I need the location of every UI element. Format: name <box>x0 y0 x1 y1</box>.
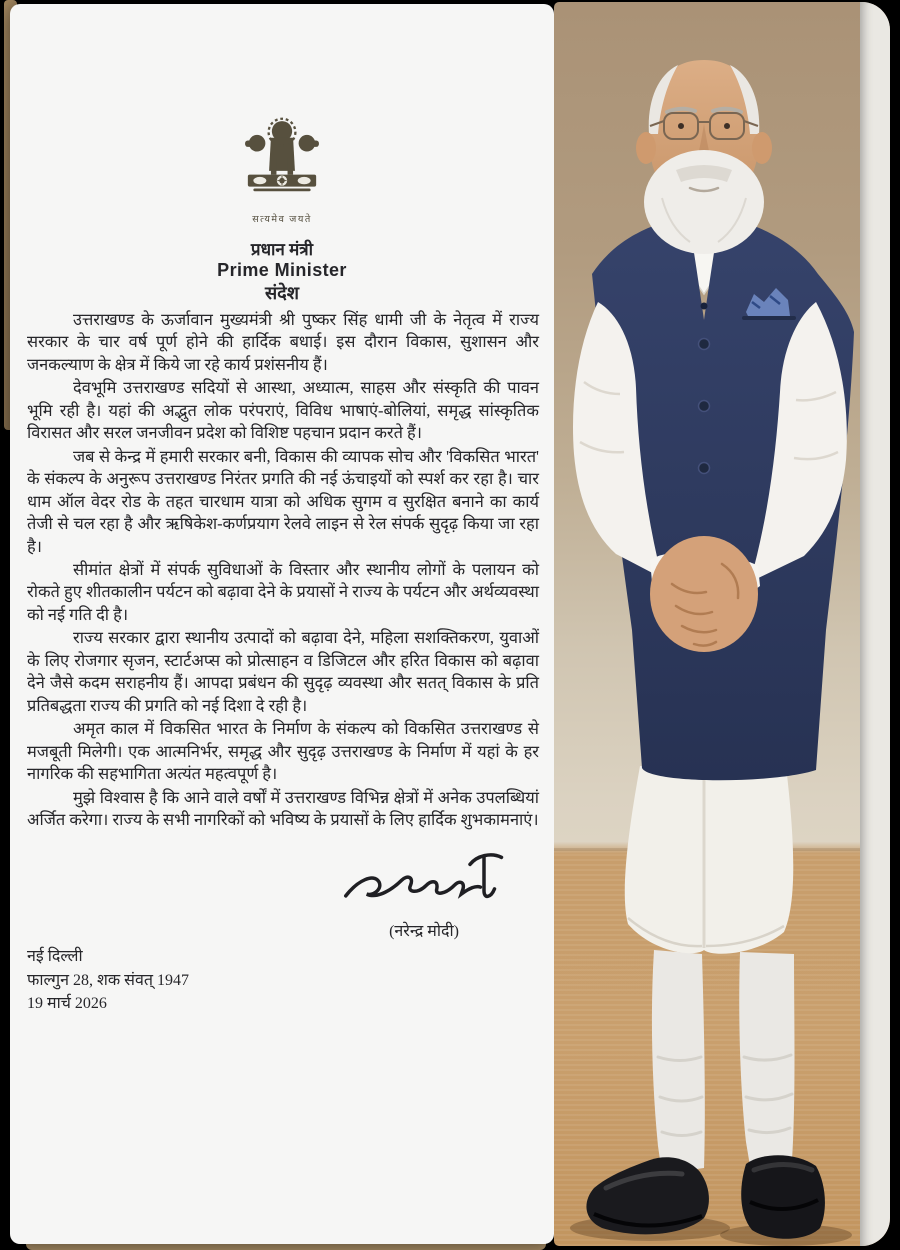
letter-paragraph: सीमांत क्षेत्रों में संपर्क सुविधाओं के विस्तार और स्थानीय लोगों के पलायन को रोकते हुए शीतकालीन पर्यटन को बढ़ावा देने के प्रयासों ने राज्य के पर्यटन और अर्थव्यवस्था को नई गति दी है। <box>27 559 539 624</box>
ear <box>636 132 656 164</box>
place: नई दिल्ली <box>27 948 83 965</box>
letter-paragraph: उत्तराखण्ड के ऊर्जावान मुख्यमंत्री श्री पुष्कर सिंह धामी जी के नेतृत्व में राज्य सरकार के चार वर्ष पूर्ण होने की हार्दिक बधाई। इस दौरान विकास, सुशासन और जनकल्याण के क्षेत्र में किये जा रहे कार्य प्रशंसनीय हैं। <box>27 310 539 374</box>
clasped-hands <box>650 536 758 652</box>
signature-scrawl <box>337 850 512 912</box>
churidar-legs <box>652 950 795 1174</box>
letter-paragraph: मुझे विश्वास है कि आने वाले वर्षों में उत्तराखण्ड विभिन्न क्षेत्रों में अनेक उपलब्धियां अर्जित करेगा। राज्य के सभी नागरिकों को भविष्य के प्रयासों के लिए हार्दिक शुभकामनाएं। <box>27 787 539 829</box>
eye <box>724 123 730 129</box>
head <box>636 60 772 254</box>
letter-paragraph: देवभूमि उत्तराखण्ड सदियों से आस्था, अध्यात्म, साहस और संस्कृति की पावन भूमि रही है। यहां की अद्भुत लोक परंपराएं, विविध भाषाएं-बोलियां, समृद्ध सांस्कृतिक विरासत और सरल जनजीवन प्रदेश को विशिष्ट पहचान प्रदान करते हैं। <box>27 378 539 443</box>
emblem-motto: सत्यमेव जयते <box>252 215 312 225</box>
place-date-block <box>27 945 189 1016</box>
kurta-skirt <box>625 766 793 954</box>
ear <box>752 132 772 164</box>
letterhead-title-hindi: प्रधान मंत्री <box>250 240 314 259</box>
letterhead-title-english: Prime Minister <box>217 260 347 280</box>
letter-paragraph: जब से केन्द्र में हमारी सरकार बनी, विकास की व्यापक सोच और 'विकसित भारत' के संकल्प के अनुरूप उत्तराखण्ड निरंतर प्रगति की नई ऊंचाइयों को स्पर्श कर रहा है। चार धाम ऑल वेदर रोड के तहत चारधाम यात्रा को अधिक सुगम व सुरक्षित बनाने का कार्य तेजी से चल रहा है और ऋषिकेश-कर्णप्रयाग रेलवे लाइन से रेल संपर्क सुदृढ़ किया जा रहा है। <box>27 446 539 556</box>
eye <box>678 123 684 129</box>
vest-pocket <box>742 316 796 320</box>
letter-body <box>27 309 539 832</box>
saka-date: फाल्गुन 28, शक संवत् 1947 <box>27 971 190 989</box>
pm-letter <box>10 4 554 1244</box>
letter-paragraph: अमृत काल में विकसित भारत के निर्माण के संकल्प को विकसित उत्तराखण्ड से मजबूती मिलेगी। एक आत्मनिर्भर, समृद्ध और सुदृढ़ उत्तराखण्ड के निर्माण में यहां के हर नागरिक की सहभागिता अत्यंत महत्वपूर्ण है। <box>27 719 539 784</box>
letter-paragraph: राज्य सरकार द्वारा स्थानीय उत्पादों को बढ़ावा देने, महिला सशक्तिकरण, युवाओं के लिए रोजगार सृजन, स्टार्टअप्स को प्रोत्साहन व डिजिटल और हरित विकास को बढ़ावा देने जैसे कदम सराहनीय हैं। आपदा प्रबंधन की सुदृढ़ व्यवस्था और सतत् विकास के प्रति प्रतिबद्धता राज्य की प्रगति को नई दिशा दे रही है। <box>27 628 539 715</box>
letter-subject: संदेश <box>265 283 299 303</box>
gregorian-date: 19 मार्च 2026 <box>27 995 107 1012</box>
modi-standing-figure <box>554 2 890 1246</box>
ashoka-emblem-icon <box>239 110 325 206</box>
pm-photo <box>554 2 890 1246</box>
signature-block <box>308 850 540 941</box>
letterhead <box>10 110 554 281</box>
signature-name: (नरेन्द्र मोदी) <box>389 923 459 940</box>
